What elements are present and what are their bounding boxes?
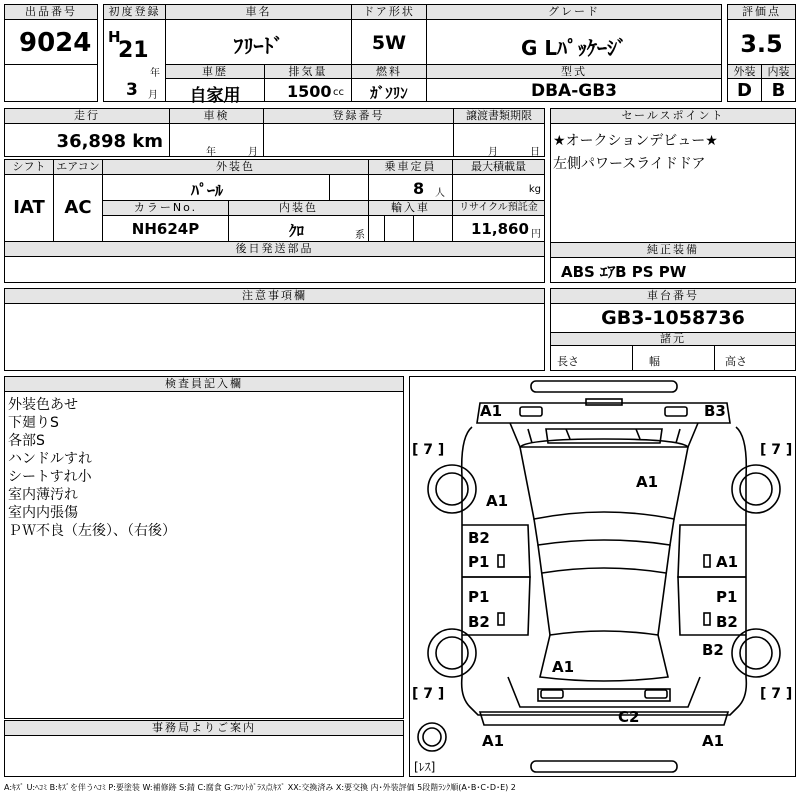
equipment-cell [550,257,796,283]
later-parts-label: 後日発送部品 [4,241,545,257]
length-label: 長さ [557,355,579,368]
displacement-unit: cc [333,87,344,98]
spare-tire-mark: [ﾚｽ] [414,760,436,774]
car-diagram [409,376,796,777]
first-reg-label: 初度登録 [103,4,166,20]
mark-door-rl-b: B2 [468,613,490,631]
ac-cell [53,174,103,242]
inspector-note-8: ＰＷ不良（左後）、（右後） [8,523,176,539]
load-unit: kg [528,184,541,195]
recycle-cell [452,215,545,242]
exterior-cell [727,78,762,102]
fuel-label: 燃料 [351,64,427,79]
month-unit: 月 [148,90,158,101]
chassis-cell [550,303,796,333]
car-diagram-svg [410,377,797,778]
inspector-note-3: 各部S [8,433,45,449]
sales-point-2: 左側パワースライドドア [553,156,706,172]
mark-roof: A1 [636,473,659,491]
exterior: D [737,80,752,101]
inspection-label: 車検 [169,108,264,124]
equipment: ABS ｴｱB PS PW [561,263,687,281]
sales-cell [550,123,796,243]
recycle-unit: 円 [531,229,541,240]
mark-rear-center: C2 [618,708,640,726]
car-name: ﾌﾘｰﾄﾞ [233,34,284,58]
sales-point-1: ★オークションデビュー★ [553,133,718,149]
color: ﾊﾟｰﾙ [191,181,224,200]
equipment-label: 純正装備 [550,242,796,258]
inspector-note-1: 外装色あせ [8,397,78,413]
height-label: 高さ [725,355,747,368]
import-label: 輸入車 [368,200,453,216]
first-reg-cell [103,19,166,102]
model: DBA-GB3 [530,81,618,101]
sales-label: セールスポイント [550,108,796,124]
tire-mark-rl: [ 7 ] [412,686,445,702]
inspector-note-5: シートすれ小 [8,469,92,485]
interior-color: ｸﾛ [289,222,305,240]
tire-mark-fl: [ 7 ] [412,442,445,458]
history-label: 車歴 [165,64,265,79]
inspector-note-7: 室内内張傷 [8,505,78,521]
width-label: 幅 [649,355,660,368]
inspector-label: 検査員記入欄 [4,376,404,392]
length-cell [550,345,633,371]
office-cell [4,735,404,777]
shift-label: シフト [4,159,54,175]
capacity: 8 [413,179,425,198]
transfer-day: 日 [530,147,540,158]
grade: G Lﾊﾟｯｹｰｼﾞ [520,36,628,60]
door-label: ドア形状 [351,4,427,20]
header-frame [4,4,796,106]
month: 3 [126,80,138,100]
shift: IAT [13,197,45,218]
mark-door-fr: A1 [716,553,739,571]
notes-label: 注意事項欄 [4,288,545,304]
office-label: 事務局よりご案内 [4,720,404,736]
height-cell [714,345,796,371]
exterior-label: 外装 [727,64,762,79]
interior-cell [761,78,796,102]
car-name-cell [165,19,352,65]
mark-front-left: A1 [480,402,503,420]
dims-label: 諸元 [550,332,796,346]
mark-door-rr-p: P1 [716,588,738,606]
era: H [108,28,121,46]
load-label: 最大積載量 [452,159,545,175]
mark-door-rl-p: P1 [468,588,490,606]
capacity-cell [368,174,453,201]
fuel: ｶﾞｿﾘﾝ [370,84,408,102]
capacity-label: 乗車定員 [368,159,453,175]
shift-cell [4,174,54,242]
import-divider [384,215,414,242]
color-no-label: カラーNo. [102,200,229,216]
displacement: 1500 [287,82,332,101]
lot-no-blank [4,64,98,102]
capacity-unit: 人 [435,188,445,199]
inspection-month: 月 [248,147,258,158]
load-cell [452,174,545,201]
regno-label: 登録番号 [263,108,454,124]
mark-front-right: B3 [704,402,726,420]
displacement-cell [264,78,352,102]
score: 3.5 [740,30,783,58]
mark-trunk: A1 [552,658,575,676]
mileage: 36,898 km [56,131,163,152]
history-cell [165,78,265,106]
door-cell [351,19,427,65]
mark-door-rr-b: B2 [716,613,738,631]
grade-cell [426,19,722,65]
color-cell [102,174,330,201]
inspection-cell [169,123,264,157]
mark-door-fl-b: B2 [468,529,490,547]
mark-quarter-right: B2 [702,641,724,659]
car-name-label: 車名 [165,4,352,20]
transfer-cell [453,123,545,157]
grade-label: グレード [426,4,722,20]
inspector-note-2: 下廻りS [8,415,59,431]
inspector-note-4: ハンドルすれ [8,451,92,467]
chassis-label: 車台番号 [550,288,796,304]
model-label: 型式 [426,64,722,79]
later-parts-cell [4,256,545,283]
fuel-cell [351,78,427,102]
inspection-year: 年 [206,147,216,158]
recycle: 11,860 [471,220,529,238]
tire-mark-fr: [ 7 ] [760,442,793,458]
interior-color-unit: 系 [355,230,365,241]
lot-no-cell [4,19,98,65]
mark-door-fl-p: P1 [468,553,490,571]
interior-label: 内装 [761,64,796,79]
interior-color-cell [228,215,369,242]
mileage-cell [4,123,170,157]
color-no-cell [102,215,229,242]
inspector-cell [4,391,404,719]
mark-fender-left: A1 [486,492,509,510]
history: 自家用 [189,86,241,106]
mark-rear-left: A1 [482,732,505,750]
year-unit: 年 [150,68,160,79]
interior: B [771,80,786,101]
interior-color-label: 内装色 [228,200,369,216]
lot-no: 9024 [19,28,92,58]
color-no: NH624P [131,220,200,238]
regno-cell [263,123,454,157]
model-cell [426,78,722,102]
inspector-note-6: 室内薄汚れ [8,487,78,503]
transfer-label: 譲渡書類期限 [453,108,545,124]
notes-cell [4,303,545,371]
year: 21 [118,38,149,63]
score-label: 評価点 [727,4,796,20]
displacement-label: 排気量 [264,64,352,79]
mileage-label: 走行 [4,108,170,124]
lot-no-label: 出品番号 [4,4,98,20]
transfer-month: 月 [488,147,498,158]
ac-label: エアコン [53,159,103,175]
legend: A:ｷｽﾞ U:ﾍｺﾐ B:ｷｽﾞを伴うﾍｺﾐ P:要塗装 W:補修跡 S:錆 C:腐食 G:ﾌﾛﾝﾄｶﾞﾗｽ点ｷｽﾞ XX:交換済み X:要交換 内･外装評価 5段階ﾗﾝｸ順(A･B･C･D･E) 2 [4,783,516,792]
mark-rear-right: A1 [702,732,725,750]
chassis: GB3-1058736 [601,307,745,329]
tire-mark-rr: [ 7 ] [760,686,793,702]
ac: AC [64,197,92,218]
recycle-label: リサイクル預託金 [452,200,545,216]
door: 5W [371,32,407,54]
score-cell [727,19,796,65]
color-extra-cell [329,174,369,201]
width-cell [632,345,715,371]
color-label: 外装色 [102,159,369,175]
